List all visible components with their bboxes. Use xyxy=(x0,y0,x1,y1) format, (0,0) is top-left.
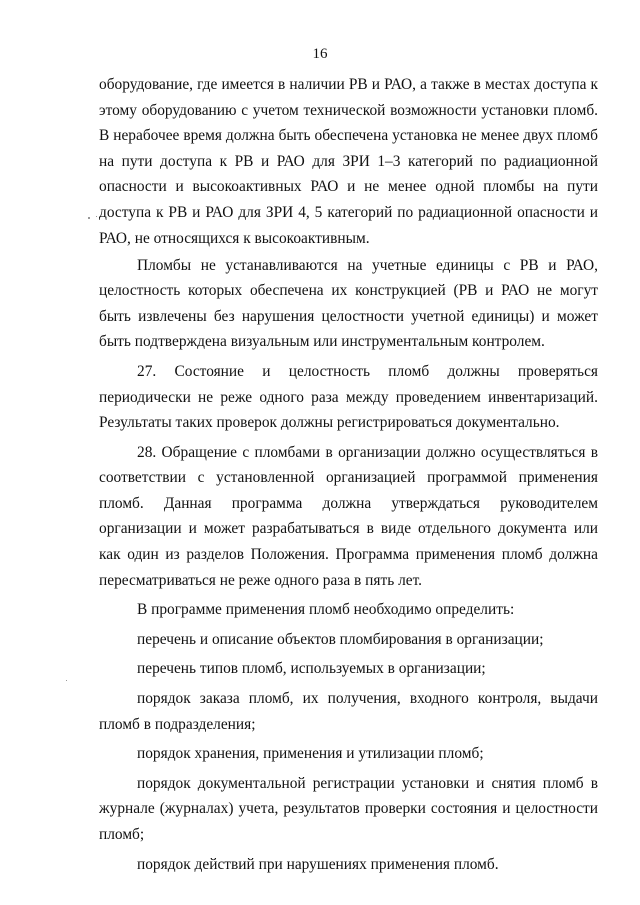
list-item-registration: порядок документальной регистрации установки и снятия пломб в журнале (журналах) учета, результатов проверки состояния и целостности пломб; xyxy=(99,774,598,844)
paragraph-item-28: 28. Обращение с пломбами в организации должно осуществляться в соответствии с установленной организацией программой применения пломб. Данная программа должна утверждаться руководителем организации и может разрабатываться в виде отдельного документа или как один из разделов Положения. Программа применения пломб должна пересматриваться не реже одного раза в пять лет. xyxy=(99,443,598,589)
list-item-storage: порядок хранения, применения и утилизации пломб; xyxy=(137,745,484,763)
paragraph-equipment-seals: оборудование, где имеется в наличии РВ и РАО, а также в местах доступа к этому оборудованию с учетом технической возможности установки пломб. В нерабочее время должна быть обеспечена установка не менее двух пломб на пути доступа к РВ и РАО для ЗРИ 1–3 категорий по радиационной опасности и высокоактивных РАО и не менее одной пломбы на пути доступа к РВ и РАО для ЗРИ 4, 5 категорий по радиационной опасности и РАО, не относящихся к высокоактивным. xyxy=(99,76,598,247)
scan-speck xyxy=(66,680,67,681)
scan-speck xyxy=(96,216,97,217)
list-item-ordering: порядок заказа пломб, их получения, входного контроля, выдачи пломб в подразделения; xyxy=(99,690,598,733)
document-body xyxy=(99,72,598,881)
paragraph-item-27: 27. Состояние и целостность пломб должны проверяться периодически не реже одного раза между проведением инвентаризаций. Результаты таких проверок должны регистрироваться документально. xyxy=(99,362,598,432)
paragraph-program-intro: В программе применения пломб необходимо определить: xyxy=(137,601,515,619)
list-item-objects: перечень и описание объектов пломбирования в организации; xyxy=(137,630,544,648)
list-item-seal-types: перечень типов пломб, используемых в организации; xyxy=(137,660,486,678)
page-number: 16 xyxy=(312,46,328,62)
paragraph-seals-not-installed: Пломбы не устанавливаются на учетные единицы с РВ и РАО, целостность которых обеспечена их конструкцией (РВ и РАО не могут быть извлечены без нарушения целостности учетной единицы) и может быть подтверждена визуальным или инструментальным контролем. xyxy=(99,256,598,351)
list-item-violations: порядок действий при нарушениях применения пломб. xyxy=(137,855,499,873)
scan-speck xyxy=(88,217,90,219)
